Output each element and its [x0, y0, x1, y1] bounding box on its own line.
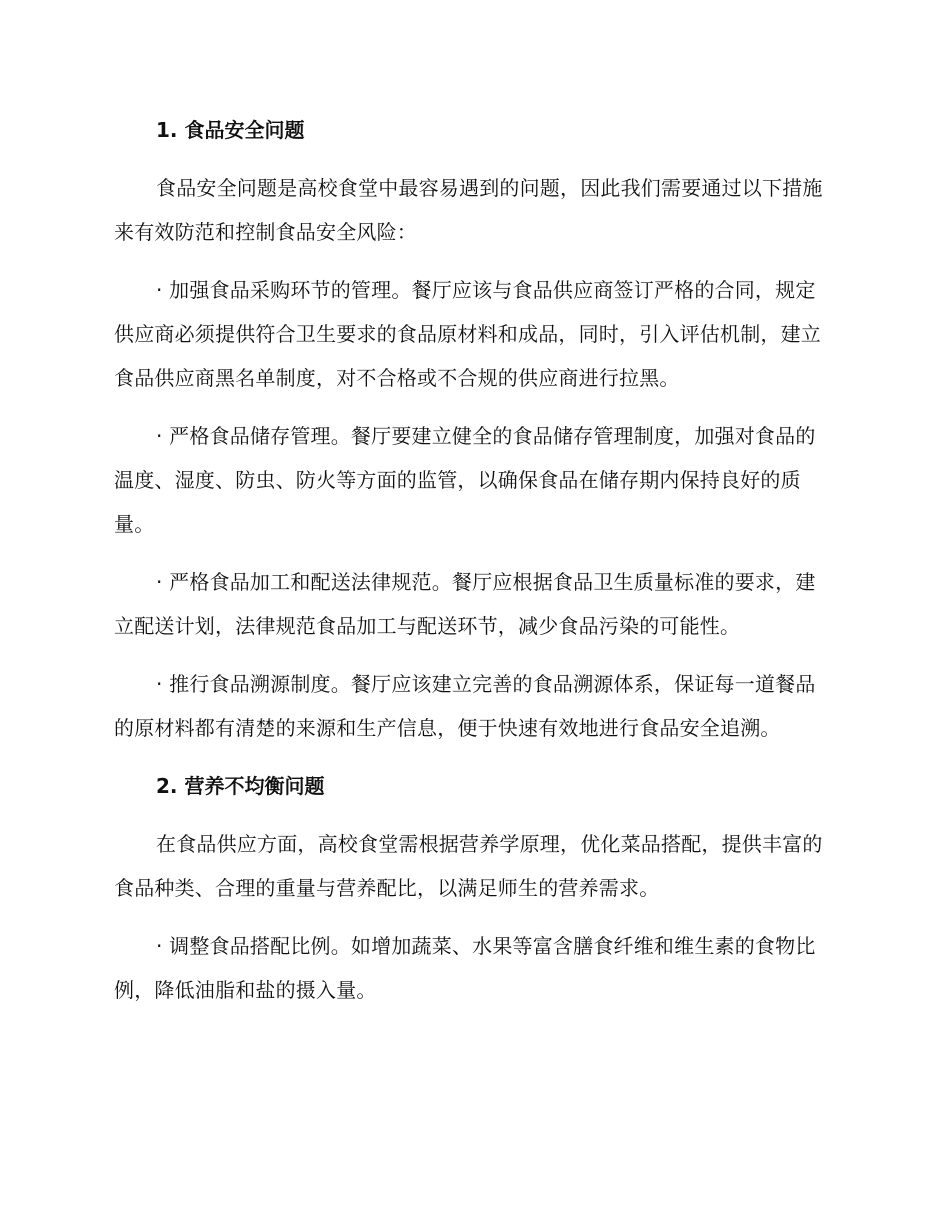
section-heading-nutrition: 2. 营养不均衡问题 — [156, 774, 325, 798]
paragraph-intro-food-safety: 食品安全问题是高校食堂中最容易遇到的问题，因此我们需要通过以下措施来有效防范和控制食品安全风险： — [114, 176, 823, 244]
bullet-procurement: · 加强食品采购环节的管理。餐厅应该与食品供应商签订严格的合同，规定供应商必须提供符合卫生要求的食品原材料和成品，同时，引入评估机制，建立食品供应商黑名单制度，对不合格或不合规的供应商进行拉黑。 — [114, 278, 821, 390]
bullet-storage: · 严格食品储存管理。餐厅要建立健全的食品储存管理制度，加强对食品的温度、湿度、防虫、防火等方面的监管，以确保食品在储存期内保持良好的质量。 — [114, 424, 816, 536]
document-body — [114, 108, 834, 1026]
bullet-traceability: · 推行食品溯源制度。餐厅应该建立完善的食品溯源体系，保证每一道餐品的原材料都有清楚的来源和生产信息，便于快速有效地进行食品安全追溯。 — [114, 672, 816, 740]
section-heading-food-safety: 1. 食品安全问题 — [156, 118, 305, 142]
bullet-processing-delivery: · 严格食品加工和配送法律规范。餐厅应根据食品卫生质量标准的要求，建立配送计划，法律规范食品加工与配送环节，减少食品污染的可能性。 — [114, 570, 816, 638]
bullet-food-ratio: · 调整食品搭配比例。如增加蔬菜、水果等富含膳食纤维和维生素的食物比例，降低油脂和盐的摄入量。 — [114, 934, 816, 1002]
paragraph-intro-nutrition: 在食品供应方面，高校食堂需根据营养学原理，优化菜品搭配，提供丰富的食品种类、合理的重量与营养配比，以满足师生的营养需求。 — [114, 832, 823, 900]
